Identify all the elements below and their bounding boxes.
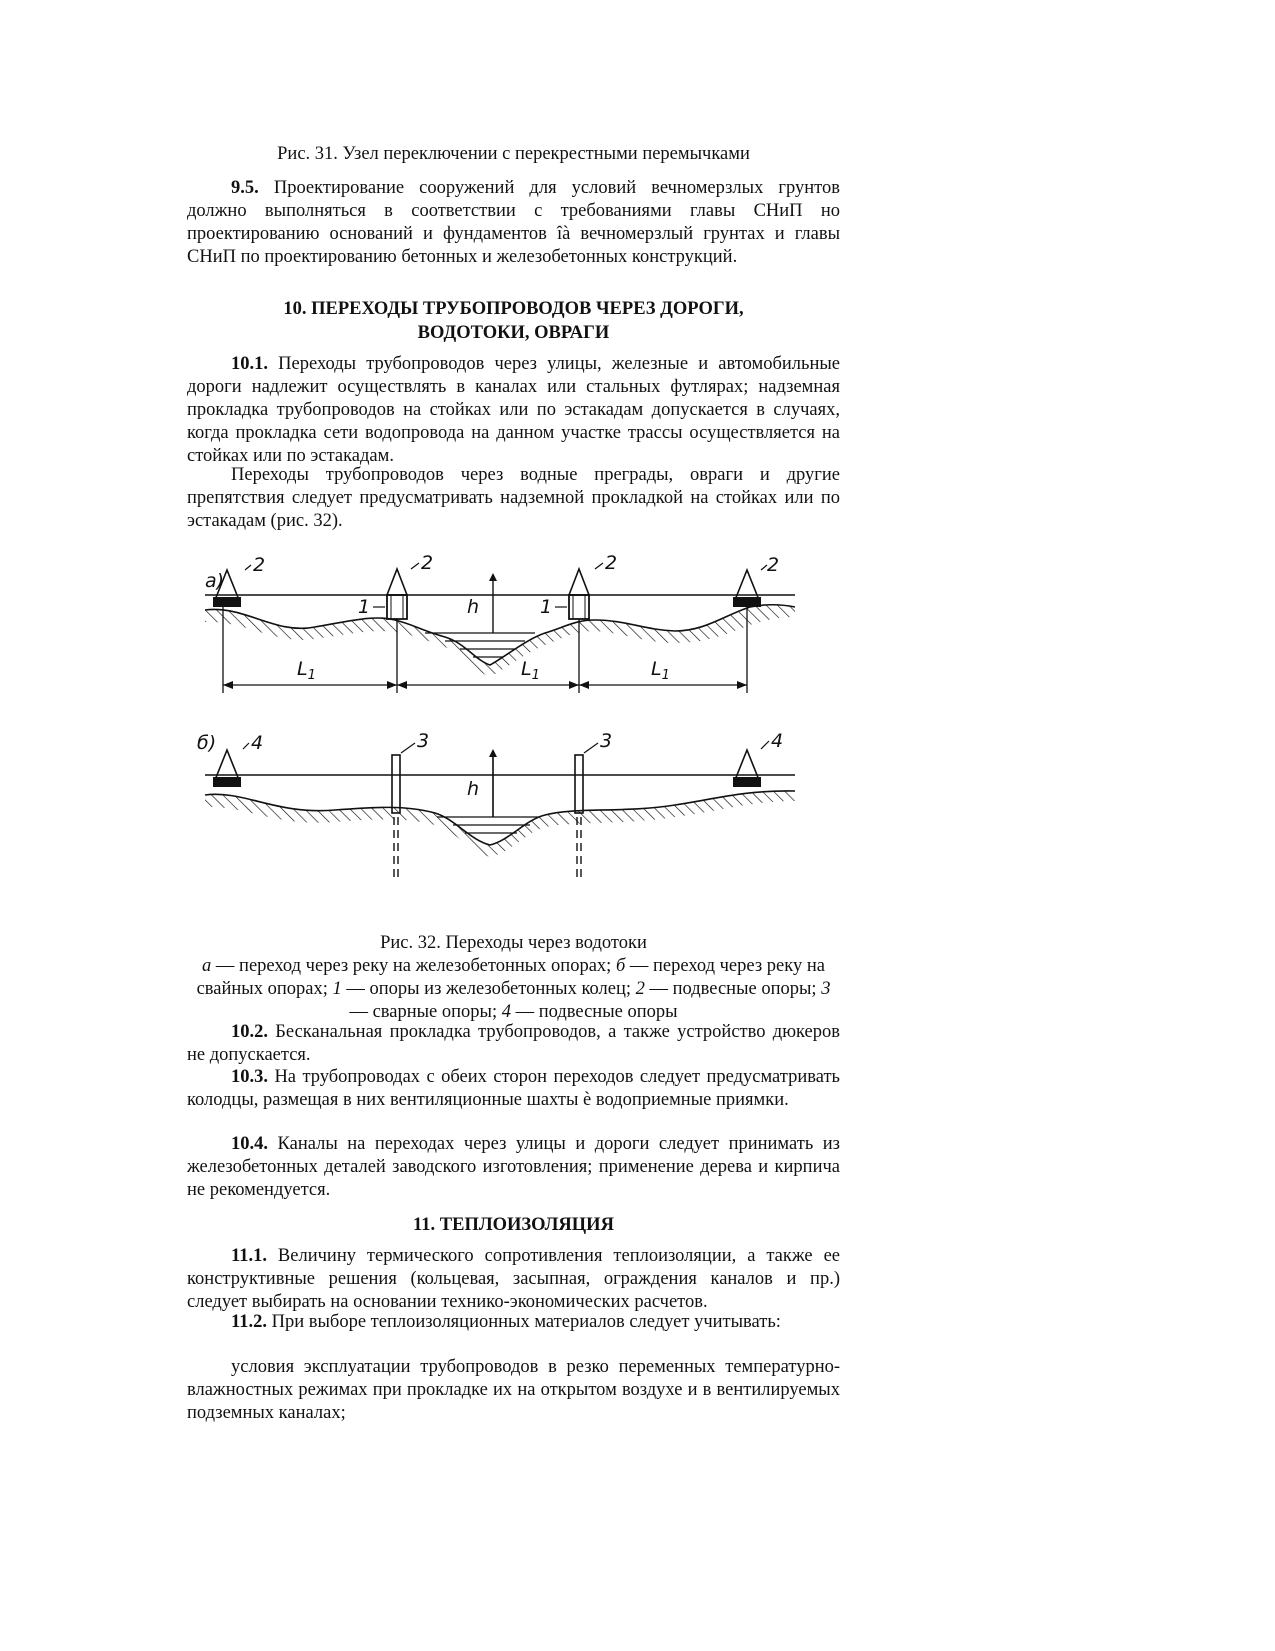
label-1: 1: [358, 596, 371, 618]
paragraph-text: Величину термического сопротивления теплоизоляции, а также ее конструктивные решения (кольцевая, засыпная, ограждения каналов и пр.) следует выбирать на основании технико-экономических расчетов.: [187, 1246, 840, 1312]
figure-32-caption: [187, 932, 840, 1024]
label-h: h: [467, 596, 480, 618]
figure-32-drawing: [197, 552, 845, 945]
paragraph-10-3: [187, 1066, 840, 1112]
paragraph-11-2: [187, 1311, 840, 1334]
section-11-heading: 11. ТЕПЛОИЗОЛЯЦИЯ: [413, 1215, 614, 1235]
support-2-right: [733, 554, 779, 607]
caption-legend: а — переход через реку на железобетонных опорах; б — переход через реку на свайных опорах; 1 — опоры из железобетонных колец; 2 — подвесные опоры; 3 — сварные опоры; 4 — подвесные опоры: [196, 956, 831, 1022]
section-10-heading: [187, 297, 840, 345]
label-4: 4: [771, 730, 784, 752]
paragraph-10-4: [187, 1133, 840, 1202]
label-a: а): [205, 570, 225, 592]
label-h: h: [467, 778, 480, 800]
label-2: 2: [421, 552, 434, 574]
clause-number: 9.5.: [231, 178, 259, 198]
label-2: 2: [605, 552, 618, 574]
paragraph-10-1-continued: Переходы трубопроводов через водные преграды, овраги и другие препятствия следует предусматривать надземной прокладкой на стойках или по эстакадам (рис. 32).: [187, 465, 840, 531]
paragraph-11-1: [187, 1245, 840, 1314]
clause-number: 11.2.: [231, 1312, 267, 1332]
support-1-and-2-left: [358, 552, 433, 619]
clause-number: 10.1.: [231, 354, 268, 374]
paragraph-9-5: [187, 177, 840, 269]
paragraph-text: Проектирование сооружений для условий вечномерзлых грунтов должно выполняться в соответствии с требованиями главы СНиП но проектированию оснований и фундаментов îà вечномерзлый грунтах и главы СНиП по проектированию бетонных и железобетонных конструкций.: [187, 178, 840, 267]
paragraph-text: При выборе теплоизоляционных материалов следует учитывать:: [266, 1312, 781, 1332]
label-4: 4: [251, 732, 264, 754]
label-b: б): [197, 732, 217, 754]
support-4-right: [733, 730, 783, 787]
clause-number: 11.1.: [231, 1246, 267, 1266]
ground-hatch: [205, 791, 795, 857]
label-3: 3: [417, 730, 430, 752]
clause-number: 10.3.: [231, 1067, 268, 1087]
span-label: $L_1$: [521, 658, 540, 683]
paragraph-11-2-item: условия эксплуатации трубопроводов в резко переменных температурно-влажностных режимах при прокладке их на открытом воздухе и в вентилируемых подземных каналах;: [187, 1357, 840, 1423]
clause-number: 10.2.: [231, 1022, 268, 1042]
span-label: $L_1$: [297, 658, 316, 683]
caption-title: Рис. 32. Переходы через водотоки: [380, 933, 647, 953]
figure-31-caption: Рис. 31. Узел переключении с перекрестными перемычками: [277, 144, 750, 164]
paragraph-text: Каналы на переходах через улицы и дороги следует принимать из железобетонных деталей заводского изготовления; применение дерева и кирпича не рекомендуется.: [187, 1134, 840, 1200]
pile-3-left: [392, 730, 429, 877]
arrow-head: [489, 573, 497, 581]
label-2: 2: [767, 554, 780, 576]
heading-line-2: ВОДОТОКИ, ОВРАГИ: [417, 323, 610, 343]
paragraph-10-1: [187, 353, 840, 468]
clause-number: 10.4.: [231, 1134, 268, 1154]
paragraph-text: Переходы трубопроводов через улицы, железные и автомобильные дороги надлежит осуществлять в каналах или стальных футлярах; надземная прокладка трубопроводов на стойках или по эстакадам допускается в случаях, когда прокладка сети водопровода на данном участке трассы осуществляется на стойках или по эстакадам.: [187, 354, 840, 466]
paragraph-10-2: [187, 1021, 840, 1067]
arrow-head: [489, 749, 497, 757]
support-1-and-2-right: [540, 552, 617, 619]
paragraph-text: На трубопроводах с обеих сторон переходов следует предусматривать колодцы, размещая в них вентиляционные шахты è водоприемные приямки.: [187, 1067, 840, 1110]
label-1: 1: [540, 596, 553, 618]
support-4-left: [213, 732, 263, 787]
label-2: 2: [253, 554, 266, 576]
figure-32-svg: [197, 552, 845, 945]
paragraph-text: Бесканальная прокладка трубопроводов, а также устройство дюкеров не допускается.: [187, 1022, 840, 1065]
span-label: $L_1$: [651, 658, 670, 683]
diagram-b: [197, 730, 795, 877]
diagram-a: [205, 552, 795, 693]
label-3: 3: [600, 730, 613, 752]
pile-3-right: [575, 730, 612, 877]
heading-line-1: 10. ПЕРЕХОДЫ ТРУБОПРОВОДОВ ЧЕРЕЗ ДОРОГИ,: [283, 299, 744, 319]
